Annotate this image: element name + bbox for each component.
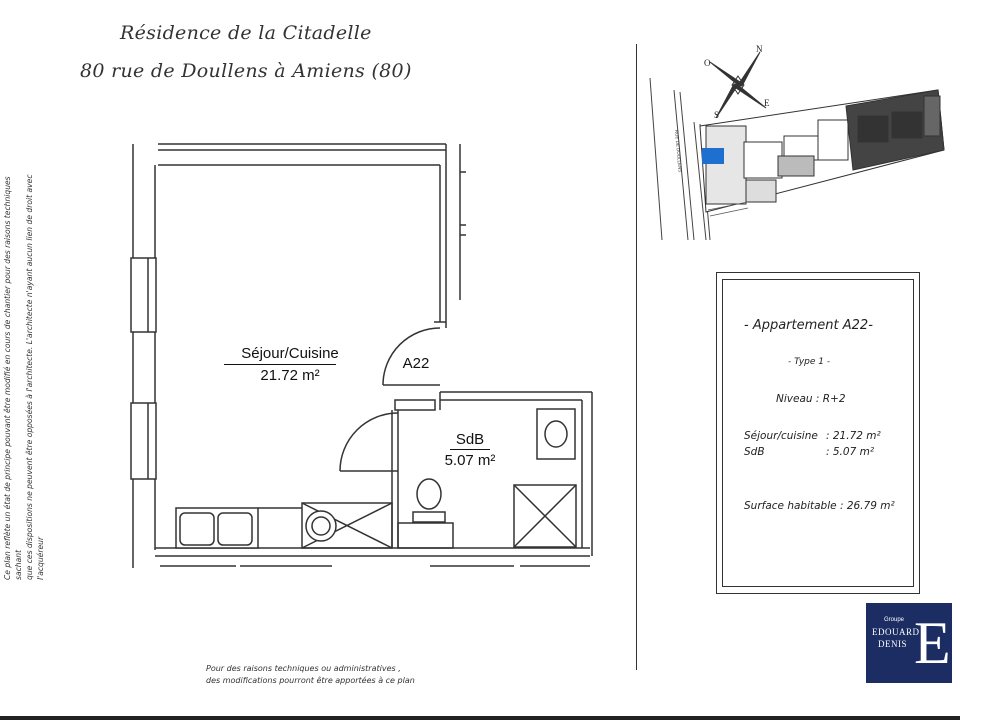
street-label: RUE DE DOULLENS bbox=[674, 129, 683, 173]
apartment-type: - Type 1 - bbox=[788, 357, 831, 367]
entry-label: A22 bbox=[402, 355, 430, 372]
residence-name: Résidence de la Citadelle bbox=[120, 22, 372, 44]
residence-address: 80 rue de Doullens à Amiens (80) bbox=[80, 60, 412, 82]
living-room-underline bbox=[224, 364, 336, 365]
logo-group: Groupe bbox=[884, 617, 905, 623]
footnote bbox=[206, 663, 415, 687]
disclaimer-line-2: que ces dispositions ne peuvent être opposées à l'architecte. L'architecte n'ayant aucun lien de droit avec l'acquéreur bbox=[25, 174, 45, 580]
bathroom-area: 5.07 m² bbox=[444, 452, 496, 469]
compass-n: N bbox=[756, 44, 763, 54]
edouard-denis-logo bbox=[866, 603, 994, 683]
vertical-separator bbox=[636, 44, 637, 670]
apartment-title: - Appartement A22- bbox=[744, 318, 873, 333]
compass-e: E bbox=[764, 98, 770, 108]
compass-s: S bbox=[714, 110, 720, 120]
bottom-rule bbox=[0, 716, 960, 720]
row2-label: SdB bbox=[744, 446, 765, 458]
living-room-area: 21.72 m² bbox=[260, 367, 320, 384]
bathroom-underline bbox=[450, 449, 490, 450]
row1-label: Séjour/cuisine bbox=[744, 430, 818, 442]
legal-disclaimer bbox=[2, 160, 45, 580]
footnote-line-1: Pour des raisons techniques ou administratives , bbox=[206, 664, 401, 673]
footnote-line-2: des modifications pourront être apportées à ce plan bbox=[206, 676, 415, 685]
site-plan bbox=[648, 30, 958, 245]
disclaimer-line-1: Ce plan reflète un état de principe pouvant être modifié en cours de chantier pour des raisons techniques sachant bbox=[3, 176, 23, 580]
logo-name-2: DENIS bbox=[878, 639, 907, 649]
highlighted-unit-marker bbox=[702, 148, 724, 164]
logo-monogram: ED bbox=[914, 610, 994, 676]
compass-o: O bbox=[704, 58, 711, 68]
row1-value: : 21.72 m² bbox=[826, 430, 881, 442]
living-room-name: Séjour/Cuisine bbox=[241, 345, 339, 362]
bathroom-name: SdB bbox=[455, 431, 485, 448]
apartment-surface: Surface habitable : 26.79 m² bbox=[744, 500, 895, 512]
apartment-level: Niveau : R+2 bbox=[776, 393, 846, 405]
row2-value: : 5.07 m² bbox=[826, 446, 875, 458]
logo-name-1: EDOUARD bbox=[872, 627, 920, 637]
